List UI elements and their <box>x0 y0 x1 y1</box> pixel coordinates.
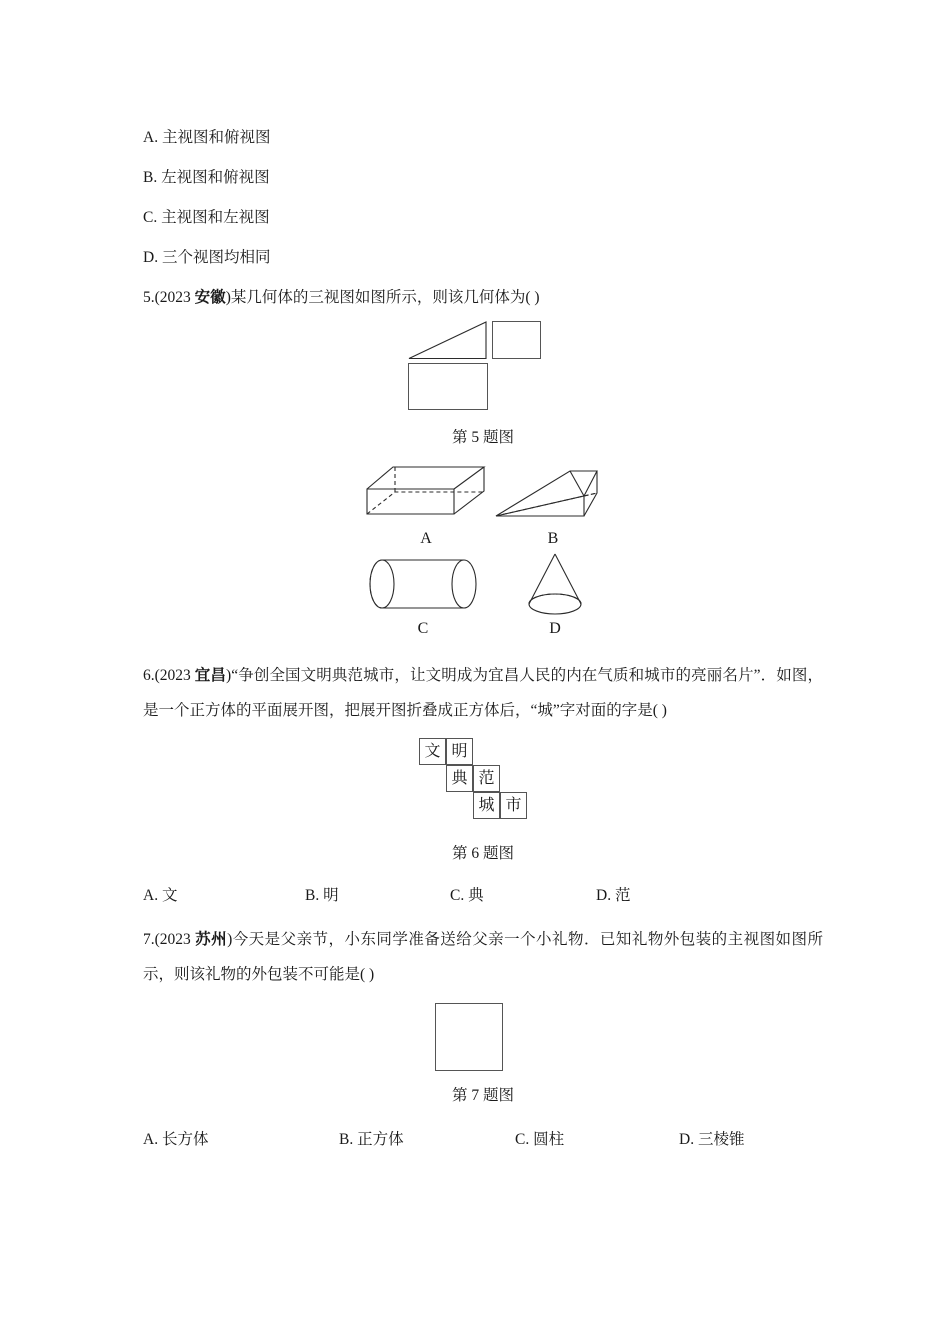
question6-figure-caption: 第 6 题图 <box>451 845 514 862</box>
question7-option-d: D. 三棱锥 <box>679 1131 745 1148</box>
question6-cube-net-figure <box>143 736 823 828</box>
question5-figure-caption: 第 5 题图 <box>451 429 514 446</box>
question7-source-city: 苏州 <box>195 931 228 948</box>
net-cell-wen: 文 <box>419 738 446 765</box>
question5-stem <box>143 280 823 315</box>
question6-stem <box>143 658 823 728</box>
question7-option-c: C. 圆柱 <box>515 1131 565 1148</box>
front-view-square <box>435 1003 503 1071</box>
question6-options <box>143 880 823 912</box>
net-cell-ming: 明 <box>446 738 473 765</box>
net-cell-dian: 典 <box>446 765 473 792</box>
question5-three-view-figure <box>143 315 823 415</box>
net-cell-fan: 范 <box>473 765 500 792</box>
question7-option-b: B. 正方体 <box>339 1131 404 1148</box>
question6-text-line3: 是( ) <box>637 702 667 719</box>
solid-d-cone <box>518 552 592 618</box>
question6-source-suffix: ) <box>226 667 232 684</box>
side-view-rectangle <box>492 321 541 359</box>
question6-option-c: C. 典 <box>450 887 484 904</box>
question4-option-b: B. 左视图和俯视图 <box>143 169 270 186</box>
question7-option-a: A. 长方体 <box>143 1131 209 1148</box>
page-content <box>143 0 823 1156</box>
net-cell-cheng: 城 <box>473 792 500 819</box>
solid-d-label: D <box>549 620 561 637</box>
question6-text-line1: “争创全国文明典范城市，让文明成为宜昌人民的内在气质和城市的亮丽名 <box>231 667 738 684</box>
question5-source-suffix: ) <box>225 289 231 306</box>
solid-a-rectangular-prism <box>365 462 487 524</box>
question7-front-view-figure <box>143 998 823 1080</box>
question6-number: 6. <box>143 667 155 684</box>
question6-option-d: D. 范 <box>596 887 631 904</box>
question4-options <box>143 118 823 278</box>
top-view-rectangle <box>408 363 488 410</box>
question6-source-prefix: (2023 <box>154 667 195 684</box>
front-view-triangle <box>408 321 488 360</box>
question7-stem <box>143 922 823 992</box>
question4-option-d: D. 三个视图均相同 <box>143 249 271 266</box>
question6-text-line2: 片”．如图，是一个正方体的平面展开图，把展开图折叠成正方体后，“城”字对面的字 <box>143 667 823 719</box>
question4-option-c: C. 主视图和左视图 <box>143 209 270 226</box>
solid-c-cylinder <box>368 558 478 614</box>
question5-text: 某几何体的三视图如图所示，则该几何体为( ) <box>230 289 540 306</box>
question5-source-prefix: (2023 <box>154 289 195 306</box>
question7-text-line2: 图如图所示，则该礼物的外包装不可能是( ) <box>143 931 823 983</box>
question7-text-line1: 今天是父亲节，小东同学准备送给父亲一个小礼物．已知礼物外包装的主视 <box>232 931 760 948</box>
question5-number: 5. <box>143 289 155 306</box>
question5-source-city: 安徽 <box>194 289 226 306</box>
solid-b-label: B <box>547 530 559 547</box>
question4-option-a: A. 主视图和俯视图 <box>143 129 271 146</box>
solid-b-wedge-prism <box>494 464 600 524</box>
question7-source-suffix: ) <box>227 931 233 948</box>
question7-options <box>143 1124 823 1156</box>
question7-number: 7. <box>143 931 155 948</box>
question7-figure-caption: 第 7 题图 <box>451 1087 514 1104</box>
question5-solid-options <box>143 460 823 637</box>
net-cell-shi: 市 <box>500 792 527 819</box>
question6-option-b: B. 明 <box>305 887 339 904</box>
solid-a-label: A <box>420 530 432 547</box>
question6-source-city: 宜昌 <box>194 667 227 684</box>
solid-c-label: C <box>417 620 429 637</box>
question6-option-a: A. 文 <box>143 887 178 904</box>
question7-source-prefix: (2023 <box>154 931 196 948</box>
